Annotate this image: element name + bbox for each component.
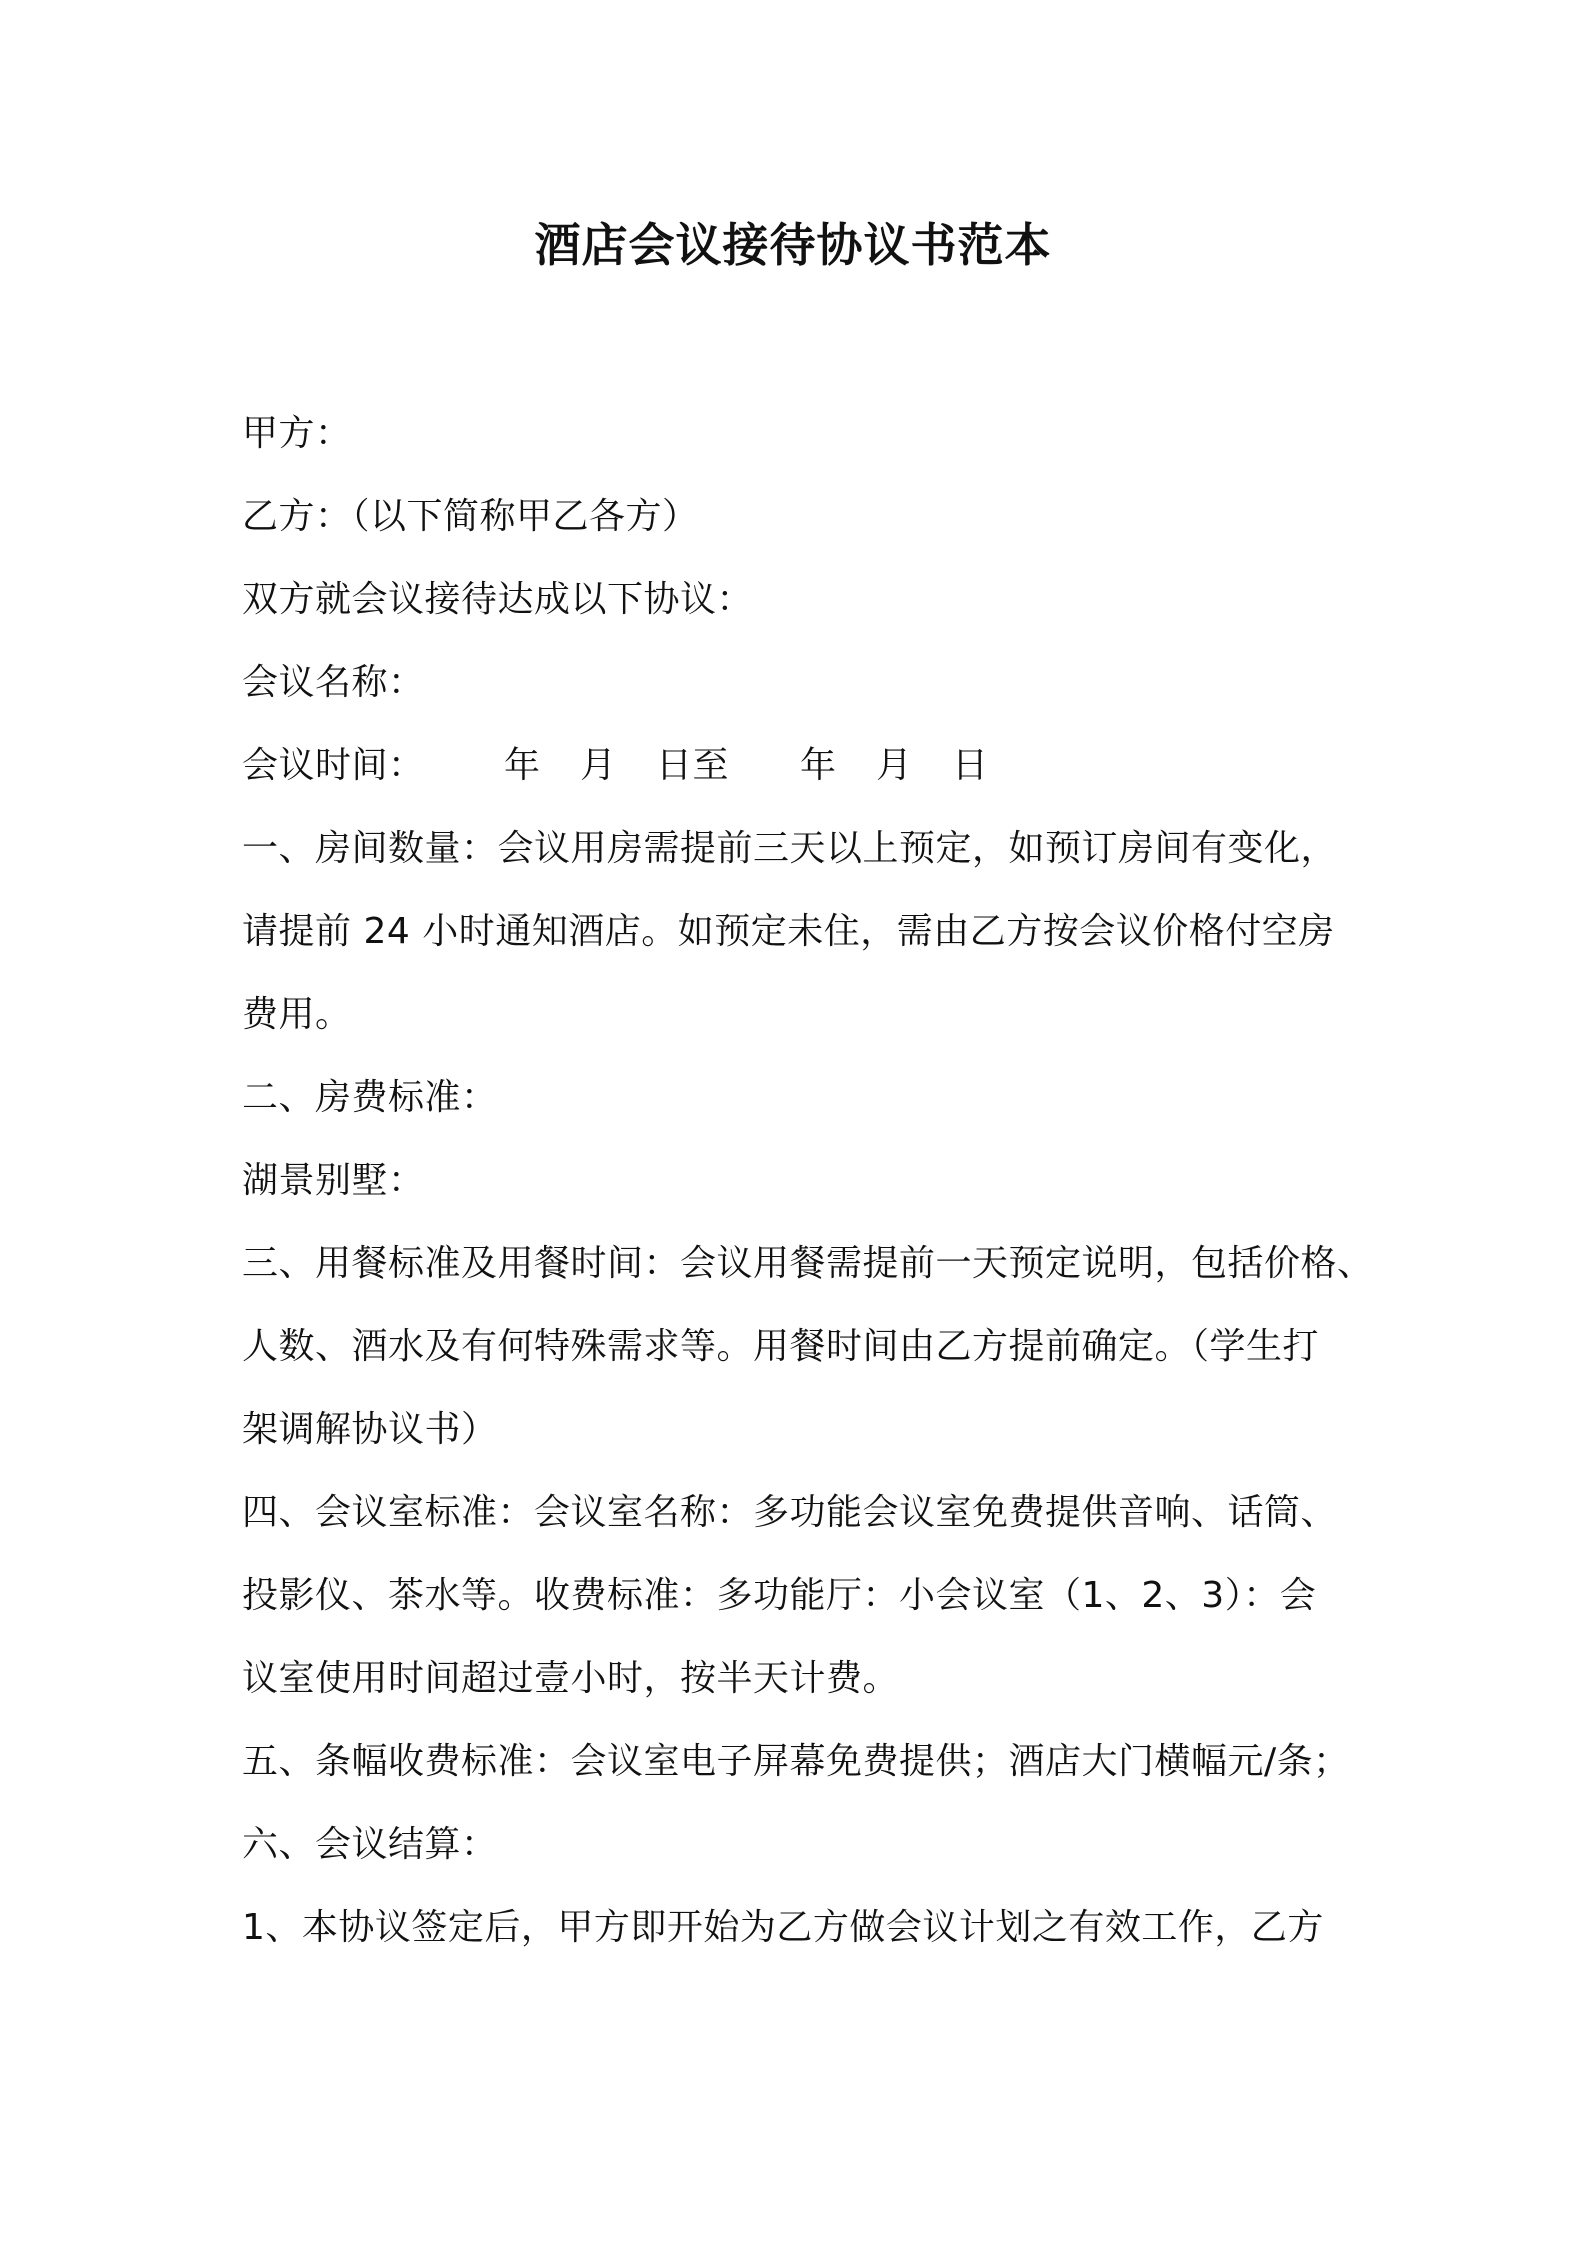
meeting-time-line [242, 736, 1362, 819]
start-year-label: 年 [504, 745, 541, 786]
end-year-label: 年 [800, 745, 837, 786]
clause-4-line-1: 四、会议室标准：会议室名称：多功能会议室免费提供音响、话筒、 [242, 1492, 1338, 1533]
clause-3-line-2: 人数、酒水及有何特殊需求等。用餐时间由乙方提前确定。（学生打 [242, 1326, 1320, 1367]
end-month-label: 月 [876, 745, 913, 786]
clause-4-line-2: 投影仪、茶水等。收费标准：多功能厅：小会议室（1、2、3）：会 [242, 1575, 1317, 1616]
end-day-label: 日 [952, 745, 989, 786]
clause-1-line-3: 费用。 [242, 994, 352, 1035]
clause-5-line: 五、条幅收费标准：会议室电子屏幕免费提供；酒店大门横幅元/条； [242, 1741, 1350, 1782]
clause-2-line: 二、房费标准： [242, 1077, 498, 1118]
meeting-name-line: 会议名称： [242, 662, 425, 703]
agreement-intro-line: 双方就会议接待达成以下协议： [242, 579, 754, 620]
start-month-label: 月 [580, 745, 617, 786]
clause-1-line-1: 一、房间数量：会议用房需提前三天以上预定，如预订房间有变化， [242, 828, 1338, 869]
clause-4-line-3: 议室使用时间超过壹小时，按半天计费。 [242, 1658, 900, 1699]
document-title: 酒店会议接待协议书范本 [534, 218, 1052, 272]
start-day-label: 日至 [656, 745, 730, 786]
lake-villa-line: 湖景别墅： [242, 1160, 425, 1201]
document-body [242, 404, 1374, 1981]
clause-3-line-3: 架调解协议书） [242, 1409, 498, 1450]
party-b-line: 乙方：（以下简称甲乙各方） [242, 496, 699, 537]
clause-1-line-2: 请提前 24 小时通知酒店。如预定未住，需由乙方按会议价格付空房 [242, 911, 1335, 952]
clause-6-item-1-line: 1、本协议签定后，甲方即开始为乙方做会议计划之有效工作，乙方 [242, 1907, 1324, 1948]
party-a-line: 甲方： [242, 413, 352, 454]
clause-3-line-1: 三、用餐标准及用餐时间：会议用餐需提前一天预定说明，包括价格、 [242, 1243, 1374, 1284]
clause-6-line: 六、会议结算： [242, 1824, 498, 1865]
meeting-time-label: 会议时间： [242, 745, 425, 786]
